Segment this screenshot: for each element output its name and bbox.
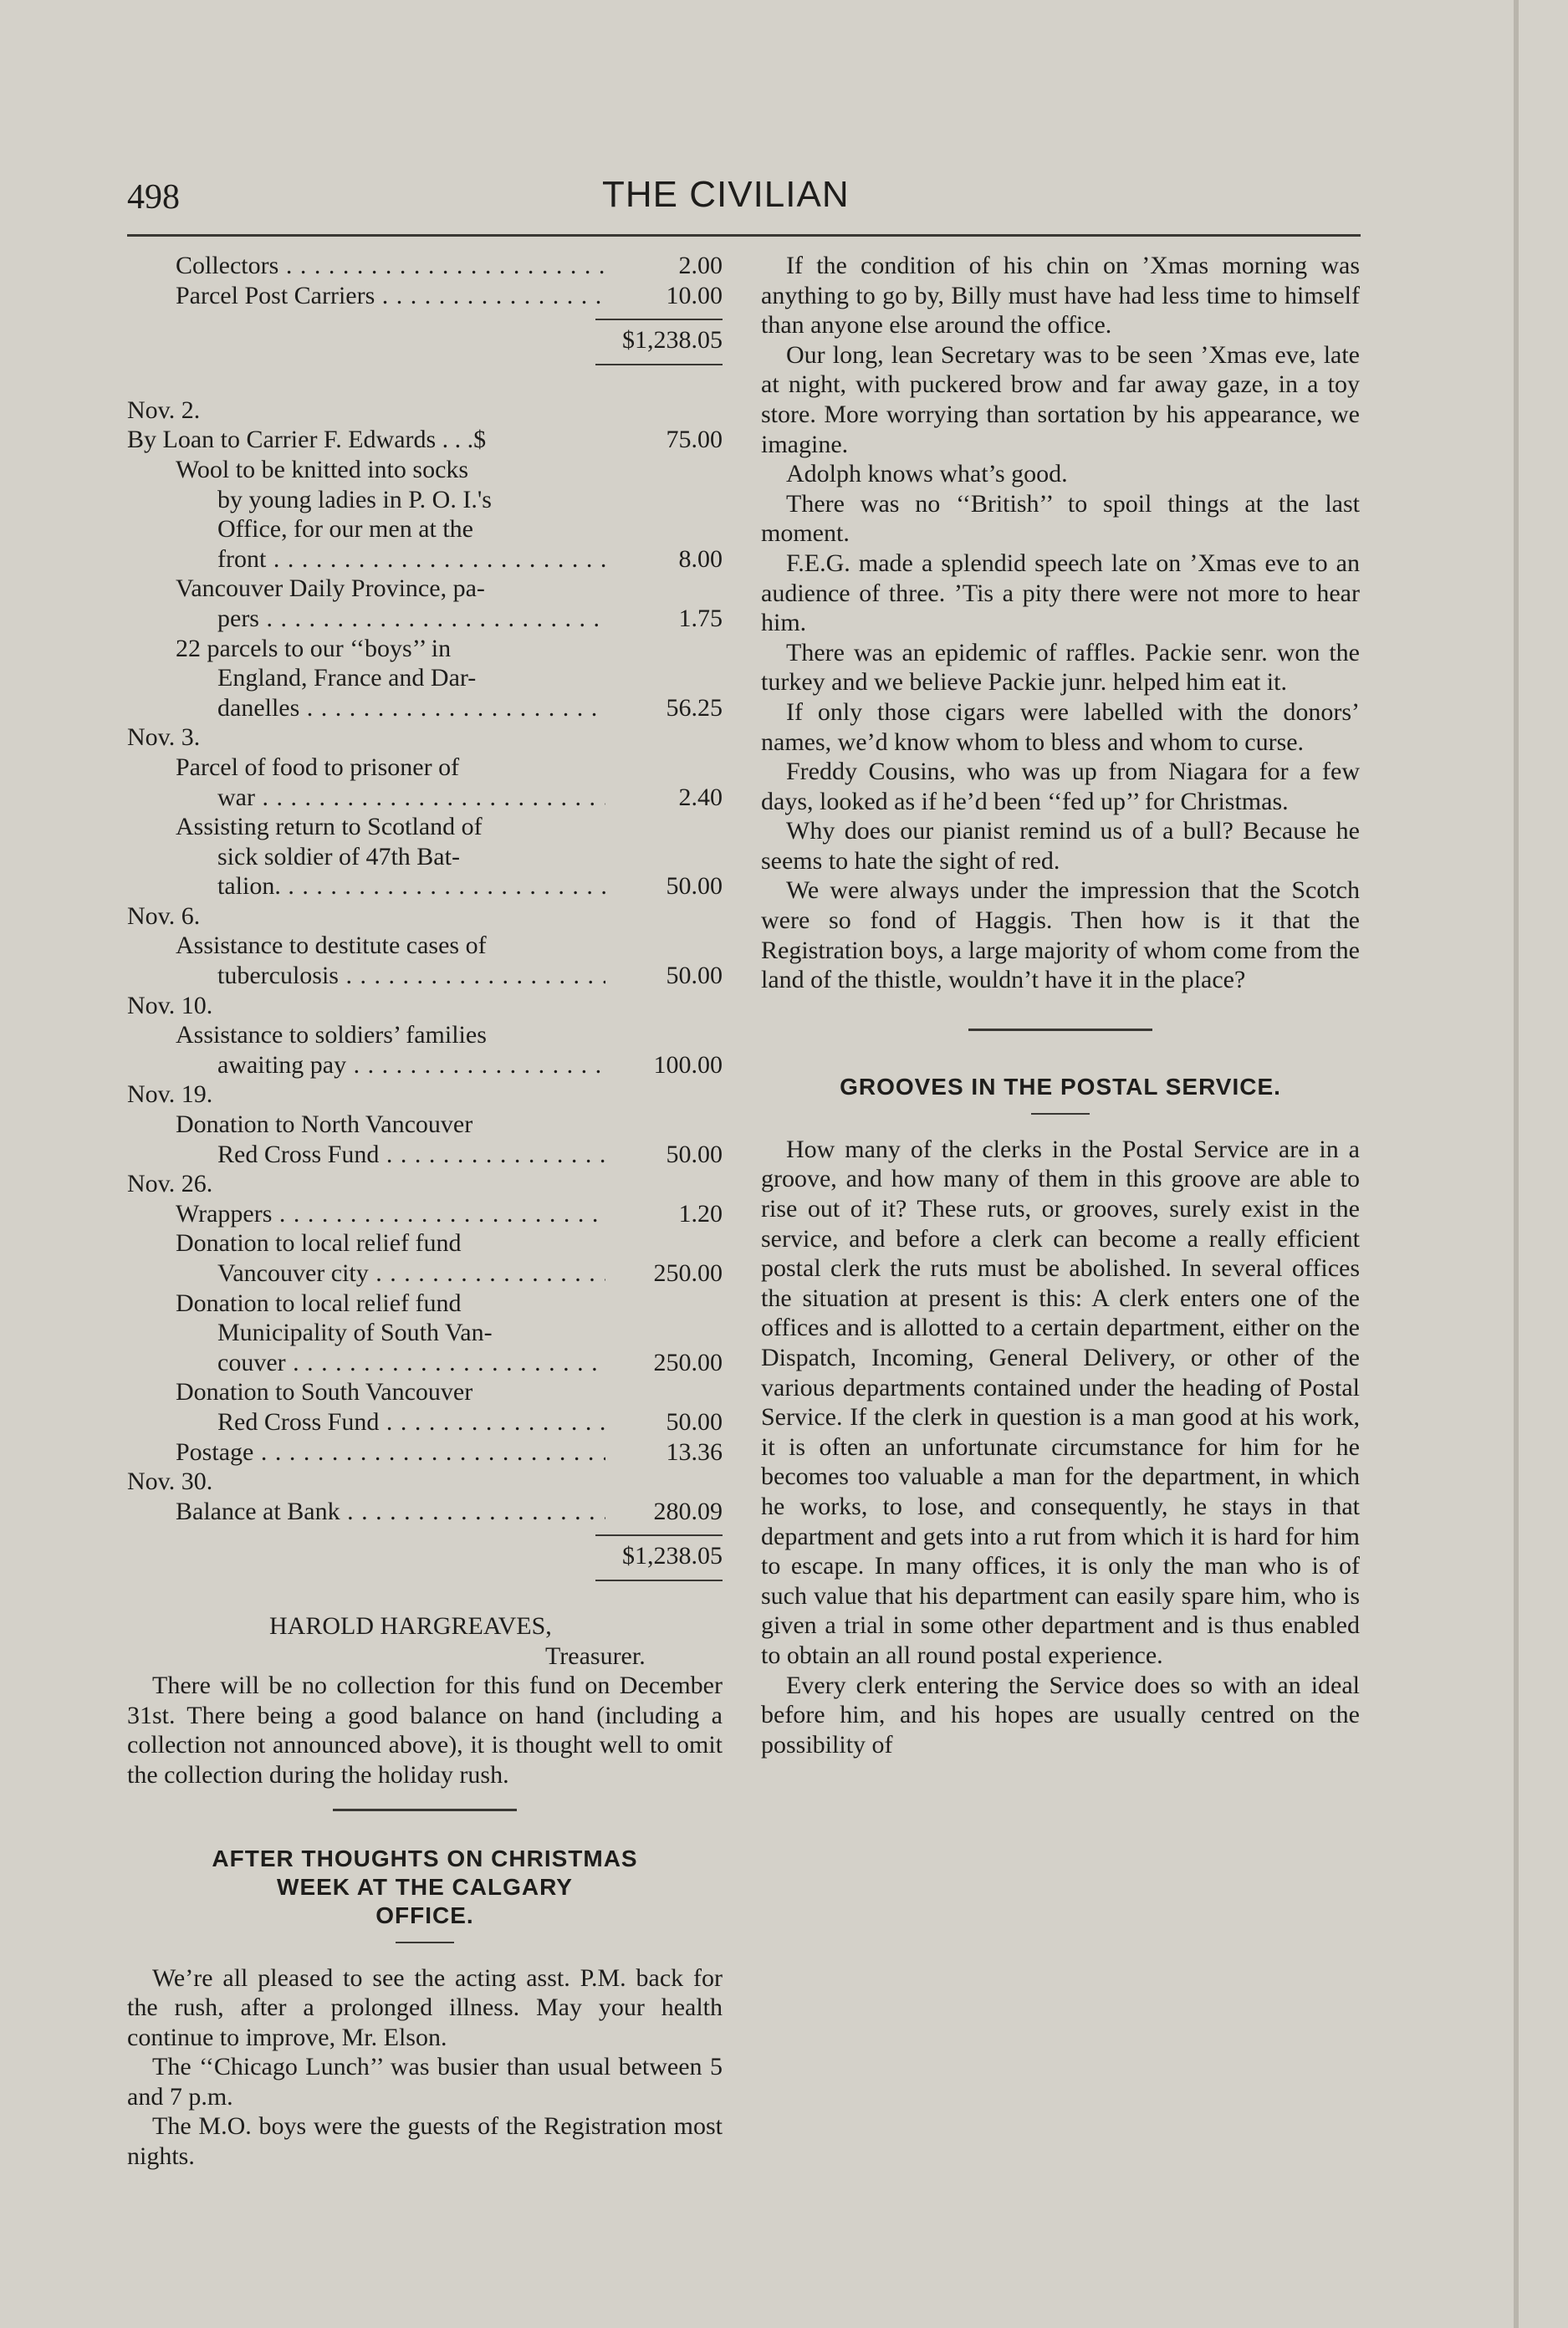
ledger-text: Donation to local relief fund bbox=[176, 1229, 462, 1258]
ledger-row: Red Cross Fund . . . 50.00 bbox=[127, 1407, 723, 1437]
article-paragraph: Freddy Cousins, who was up from Niagara for a few days, looked as if he’d been ‘‘fed up’’ for Christmas. bbox=[761, 758, 1360, 815]
article-paragraph: We were always under the impression that the Scotch were so fond of Haggis. Then how is it that the Registration boys, a large majority of whom come from the land of the thistle, wouldn’t have it in the place? bbox=[761, 876, 1360, 994]
ledger-text: Donation to South Vancouver bbox=[176, 1378, 473, 1406]
ledger-date: Nov. 26. bbox=[127, 1170, 213, 1198]
section-heading: GROOVES IN THE POSTAL SERVICE. bbox=[840, 1073, 1281, 1100]
sum-rule bbox=[595, 1580, 723, 1581]
ledger-date: Nov. 6. bbox=[127, 901, 201, 930]
ledger-text: Assisting return to Scotland of bbox=[176, 813, 483, 841]
section-paragraph: Every clerk entering the Service does so with an ideal before him, and his hopes are usually centred on the possibility of bbox=[761, 1671, 1360, 1759]
ledger-row: Red Cross Fund . . . 50.00 bbox=[127, 1140, 723, 1170]
sum-rule bbox=[595, 1534, 723, 1536]
ledger-text: Municipality of South Van- bbox=[217, 1319, 493, 1347]
article-paragraph: There was an epidemic of raffles. Packie senr. won the turkey and we believe Packie junr. helped him eat it. bbox=[761, 638, 1360, 697]
left-column bbox=[127, 251, 723, 2172]
heading-rule bbox=[396, 1942, 454, 1943]
ledger-text: Donation to local relief fund bbox=[176, 1289, 462, 1317]
ledger-text: Donation to North Vancouver bbox=[176, 1110, 473, 1139]
ledger-row: By Loan to Carrier F. Edwards . . .$ 75.00 bbox=[127, 426, 723, 454]
ledger-text: Assistance to soldiers’ families bbox=[176, 1021, 487, 1049]
ledger-text: 22 parcels to our ‘‘boys’’ in bbox=[176, 634, 452, 662]
sum-rule bbox=[595, 364, 723, 365]
ledger-row: front . . . 8.00 bbox=[127, 544, 723, 574]
page-title: THE CIVILIAN bbox=[602, 174, 850, 215]
ledger-date: Nov. 30. bbox=[127, 1468, 213, 1496]
ledger-row: Balance at Bank . . . 280.09 bbox=[127, 1497, 723, 1527]
section-paragraph: How many of the clerks in the Postal Service are in a groove, and how many of them in this groove are able to rise out of it? These ruts, or grooves, surely exist in the service, and before a clerk can become a really efficient postal clerk the ruts must be abolished. In several offices the situation at present is this: A clerk enters one of the offices and is allotted to a certain department, either on the Dispatch, Incoming, General Delivery, or other of the various departments contained under the heading of Postal Service. If the clerk in question is a man good at his work, it is often an unfortunate circumstance for him for he becomes too valuable a man for the department, in which he works, to lose, and consequently, he stays in that department and gets into a rut from which it is hard for him to escape. In many offices, it is only the man who is of such value that his department can easily spare him, who is given a trial in some other department and is thus enabled to obtain an all round postal experience. bbox=[761, 1135, 1360, 1669]
heading-rule bbox=[1031, 1113, 1090, 1115]
ledger-row: awaiting pay . . . 100.00 bbox=[127, 1050, 723, 1080]
article-paragraph: If the condition of his chin on ’Xmas morning was anything to go by, Billy must have had less time to himself than anyone else around the office. bbox=[761, 252, 1360, 340]
article-paragraph: The M.O. boys were the guests of the Registration most nights. bbox=[127, 2112, 723, 2171]
section-divider bbox=[968, 1029, 1152, 1031]
ledger-row: Collectors . . . 2.00 bbox=[127, 251, 723, 281]
signature-name: HAROLD HARGREAVES, bbox=[269, 1611, 552, 1640]
sum-rule bbox=[595, 319, 723, 320]
ledger-text: England, France and Dar- bbox=[217, 664, 477, 692]
article-paragraph: Adolph knows what’s good. bbox=[786, 460, 1068, 488]
page-number: 498 bbox=[127, 178, 180, 217]
ledger-total: $1,238.05 bbox=[622, 1542, 723, 1570]
ledger-row: talion. . . . 50.00 bbox=[127, 871, 723, 901]
ledger-text: Wool to be knitted into socks bbox=[176, 455, 469, 483]
article-paragraph: Our long, lean Secretary was to be seen ’Xmas eve, late at night, with puckered brow and far away gaze, in a toy store. More worrying than sortation by his appearance, we imagine. bbox=[761, 340, 1360, 458]
article-paragraph: If only those cigars were labelled with the donors’ names, we’d know whom to bless and whom to curse. bbox=[761, 697, 1360, 756]
ledger-text: sick soldier of 47th Bat- bbox=[217, 842, 460, 870]
article-paragraph: F.E.G. made a splendid speech late on ’Xmas eve to an audience of three. ’Tis a pity there were not more to hear him. bbox=[761, 549, 1360, 637]
header-rule bbox=[127, 234, 1361, 237]
ledger-row: pers . . . 1.75 bbox=[127, 604, 723, 634]
ledger-row: tuberculosis . . . 50.00 bbox=[127, 961, 723, 991]
ledger-row: Postage . . . 13.36 bbox=[127, 1437, 723, 1468]
ledger-total: $1,238.05 bbox=[622, 326, 723, 355]
ledger-date: Nov. 10. bbox=[127, 991, 213, 1019]
ledger-row: Vancouver city . . . 250.00 bbox=[127, 1258, 723, 1289]
right-column bbox=[761, 251, 1360, 1759]
ledger-row: war . . . 2.40 bbox=[127, 783, 723, 813]
ledger-text: Parcel of food to prisoner of bbox=[176, 753, 460, 781]
article-paragraph: The ‘‘Chicago Lunch’’ was busier than usual between 5 and 7 p.m. bbox=[127, 2053, 723, 2111]
article-heading: AFTER THOUGHTS ON CHRISTMAS WEEK AT THE CALGARY OFFICE. bbox=[212, 1845, 638, 1928]
ledger-date: Nov. 3. bbox=[127, 723, 201, 752]
ledger-row: danelles . . . 56.25 bbox=[127, 693, 723, 723]
ledger-date: Nov. 19. bbox=[127, 1080, 213, 1109]
article-paragraph: We’re all pleased to see the acting asst. P.M. back for the rush, after a prolonged illness. May your health continue to improve, Mr. Elson. bbox=[127, 1963, 723, 2051]
ledger-text: Vancouver Daily Province, pa- bbox=[176, 574, 485, 603]
ledger-text: Office, for our men at the bbox=[217, 515, 473, 544]
ledger-row: couver . . . 250.00 bbox=[127, 1348, 723, 1378]
ledger-text: by young ladies in P. O. I.'s bbox=[217, 485, 492, 513]
ledger-date: Nov. 2. bbox=[127, 396, 201, 424]
article-paragraph: There was no ‘‘British’’ to spoil things at the last moment. bbox=[761, 489, 1360, 548]
article-paragraph: Why does our pianist remind us of a bull? Because he seems to hate the sight of red. bbox=[761, 817, 1360, 875]
note-paragraph: There will be no collection for this fund on December 31st. There being a good balance on hand (including a collection not announced above), it is thought well to omit the collection during the holiday rush. bbox=[127, 1672, 723, 1789]
ledger-row: Parcel Post Carriers . . . 10.00 bbox=[127, 281, 723, 311]
signature-title: Treasurer. bbox=[545, 1641, 646, 1670]
page-edge bbox=[1514, 0, 1519, 2328]
ledger-text: Assistance to destitute cases of bbox=[176, 932, 487, 960]
section-divider bbox=[333, 1809, 517, 1811]
ledger-row: Wrappers . . . 1.20 bbox=[127, 1199, 723, 1229]
